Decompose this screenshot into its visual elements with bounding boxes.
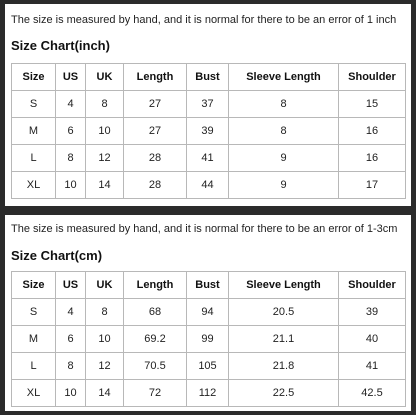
table-cell: 69.2: [124, 326, 187, 353]
header-cell: Sleeve Length: [229, 272, 339, 299]
table-cell: 41: [339, 353, 406, 380]
table-cell: 22.5: [229, 380, 339, 407]
table-cell: 4: [56, 299, 86, 326]
table-row: [12, 91, 406, 118]
header-cell: Length: [124, 272, 187, 299]
table-cell: 27: [124, 118, 187, 145]
table-cell: M: [12, 326, 56, 353]
table-cell: S: [12, 91, 56, 118]
table-cell: L: [12, 145, 56, 172]
header-cell: Bust: [187, 64, 229, 91]
header-cell: US: [56, 272, 86, 299]
size-table-cm: [11, 271, 406, 407]
table-cell: 9: [229, 145, 339, 172]
table-cell: 8: [229, 118, 339, 145]
table-cell: 17: [339, 172, 406, 199]
table-cell: 10: [86, 118, 124, 145]
header-cell: UK: [86, 272, 124, 299]
table-cell: 99: [187, 326, 229, 353]
table-cell: 8: [56, 145, 86, 172]
measurement-note: The size is measured by hand, and it is normal for there to be an error of 1-3cm: [11, 223, 398, 235]
header-cell: Size: [12, 272, 56, 299]
header-cell: Shoulder: [339, 64, 406, 91]
table-row: [12, 145, 406, 172]
table-cell: 21.8: [229, 353, 339, 380]
table-cell: 39: [187, 118, 229, 145]
table-cell: M: [12, 118, 56, 145]
table-cell: 41: [187, 145, 229, 172]
table-row: [12, 380, 406, 407]
table-cell: 44: [187, 172, 229, 199]
header-cell: Size: [12, 64, 56, 91]
table-cell: 15: [339, 91, 406, 118]
measurement-note: The size is measured by hand, and it is normal for there to be an error of 1 inch: [11, 14, 397, 26]
table-row: [12, 326, 406, 353]
table-cell: 6: [56, 326, 86, 353]
header-cell: UK: [86, 64, 124, 91]
table-cell: XL: [12, 380, 56, 407]
table-cell: 40: [339, 326, 406, 353]
table-cell: 10: [56, 172, 86, 199]
table-cell: 42.5: [339, 380, 406, 407]
table-cell: S: [12, 299, 56, 326]
table-cell: 8: [86, 299, 124, 326]
table-cell: 70.5: [124, 353, 187, 380]
table-cell: 20.5: [229, 299, 339, 326]
cm-size-chart-panel: [5, 215, 411, 411]
header-cell: US: [56, 64, 86, 91]
table-cell: 10: [56, 380, 86, 407]
inch-size-chart-panel: [5, 4, 411, 206]
table-header-row: [12, 64, 406, 91]
table-cell: 105: [187, 353, 229, 380]
table-cell: 112: [187, 380, 229, 407]
table-cell: 37: [187, 91, 229, 118]
table-row: [12, 172, 406, 199]
table-cell: 16: [339, 118, 406, 145]
table-row: [12, 353, 406, 380]
table-cell: 9: [229, 172, 339, 199]
table-row: [12, 299, 406, 326]
table-cell: 27: [124, 91, 187, 118]
table-cell: 12: [86, 353, 124, 380]
table-row: [12, 118, 406, 145]
table-cell: 28: [124, 145, 187, 172]
header-cell: Length: [124, 64, 187, 91]
table-cell: 94: [187, 299, 229, 326]
table-cell: 10: [86, 326, 124, 353]
table-cell: 16: [339, 145, 406, 172]
header-cell: Shoulder: [339, 272, 406, 299]
table-cell: 8: [56, 353, 86, 380]
header-cell: Bust: [187, 272, 229, 299]
table-cell: XL: [12, 172, 56, 199]
table-cell: 28: [124, 172, 187, 199]
table-cell: 39: [339, 299, 406, 326]
table-cell: L: [12, 353, 56, 380]
table-cell: 8: [86, 91, 124, 118]
size-table-inch: [11, 63, 406, 199]
table-cell: 72: [124, 380, 187, 407]
table-header-row: [12, 272, 406, 299]
table-cell: 6: [56, 118, 86, 145]
header-cell: Sleeve Length: [229, 64, 339, 91]
table-cell: 68: [124, 299, 187, 326]
table-cell: 12: [86, 145, 124, 172]
chart-title: Size Chart(inch): [11, 38, 110, 53]
table-cell: 14: [86, 380, 124, 407]
table-cell: 14: [86, 172, 124, 199]
table-cell: 8: [229, 91, 339, 118]
chart-title: Size Chart(cm): [11, 248, 103, 263]
table-cell: 21.1: [229, 326, 339, 353]
table-cell: 4: [56, 91, 86, 118]
